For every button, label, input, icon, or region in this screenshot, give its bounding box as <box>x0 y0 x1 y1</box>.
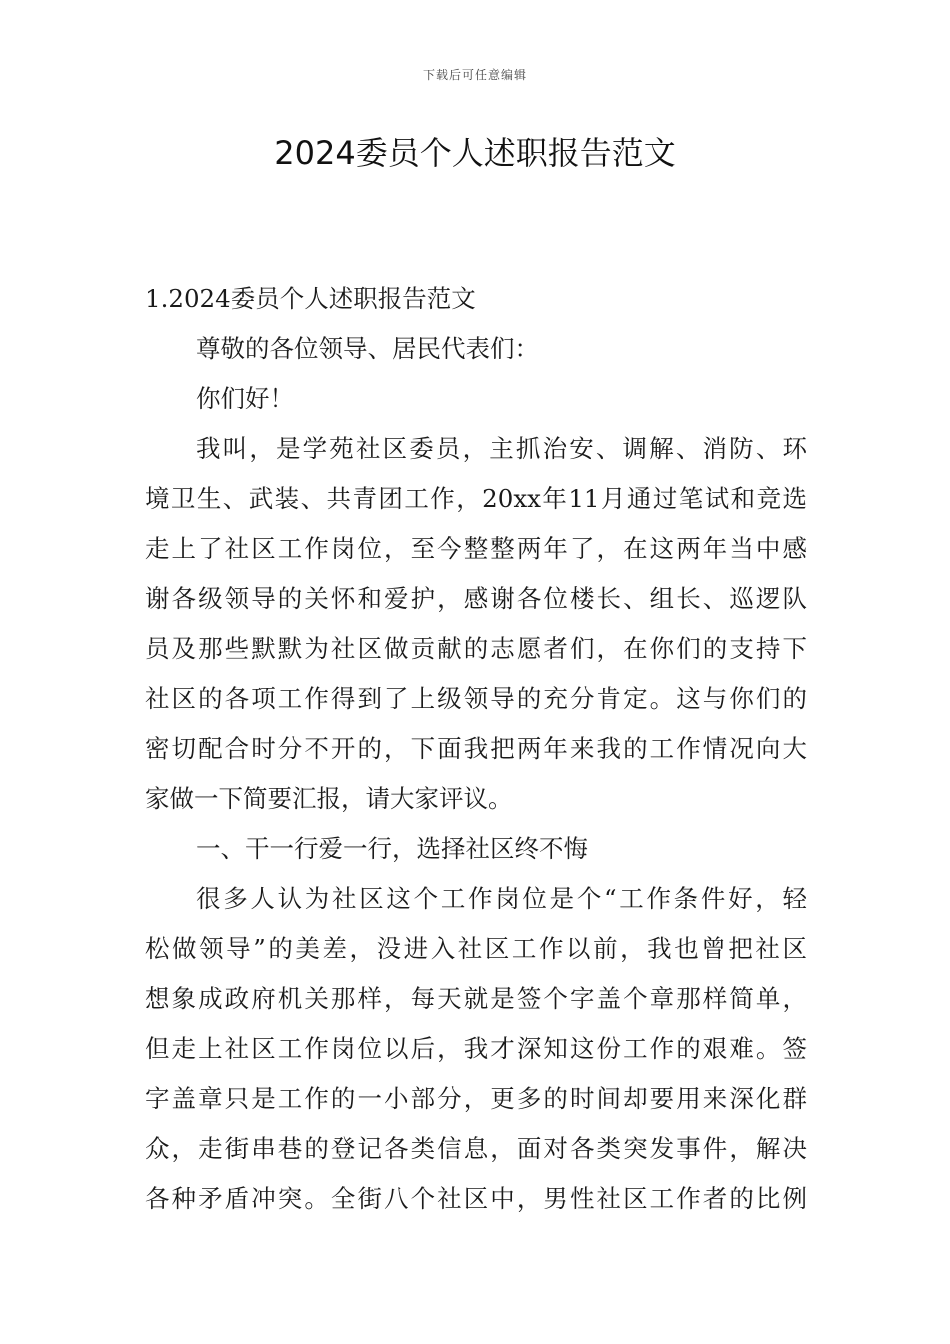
body-line: 境卫生、武装、共青团工作，20xx年11月通过笔试和竞选 <box>145 484 807 513</box>
body-line: 社区的各项工作得到了上级领导的充分肯定。这与你们的 <box>145 684 807 713</box>
body-line: 密切配合时分不开的，下面我把两年来我的工作情况向大 <box>145 734 807 763</box>
body-line: 各种矛盾冲突。全街八个社区中，男性社区工作者的比例 <box>145 1184 807 1213</box>
document-title: 2024委员个人述职报告范文 <box>274 134 676 172</box>
body-line: 但走上社区工作岗位以后，我才深知这份工作的艰难。签 <box>145 1034 807 1063</box>
body-line: 众，走街串巷的登记各类信息，面对各类突发事件，解决 <box>145 1134 807 1163</box>
salutation: 尊敬的各位领导、居民代表们： <box>196 334 539 363</box>
body-line: 员及那些默默为社区做贡献的志愿者们，在你们的支持下 <box>145 634 807 663</box>
body-line: 走上了社区工作岗位，至今整整两年了，在这两年当中感 <box>145 534 807 563</box>
body-line: 家做一下简要汇报，请大家评议。 <box>145 784 513 813</box>
greeting: 你们好！ <box>196 384 294 413</box>
body-line: 谢各级领导的关怀和爱护，感谢各位楼长、组长、巡逻队 <box>145 584 807 613</box>
body-line: 想象成政府机关那样，每天就是签个字盖个章那样简单， <box>145 984 807 1013</box>
body-line: 我叫，是学苑社区委员，主抓治安、调解、消防、环 <box>196 434 807 463</box>
body-line: 松做领导”的美差，没进入社区工作以前，我也曾把社区 <box>145 934 807 963</box>
subsection-heading: 一、干一行爱一行，选择社区终不悔 <box>196 834 588 863</box>
header-note: 下载后可任意编辑 <box>422 68 527 82</box>
document-body <box>145 280 807 1230</box>
body-line: 很多人认为社区这个工作岗位是个“工作条件好，轻 <box>196 884 807 913</box>
section-heading: 1.2024委员个人述职报告范文 <box>145 284 476 313</box>
body-line: 字盖章只是工作的一小部分，更多的时间却要用来深化群 <box>145 1084 807 1113</box>
